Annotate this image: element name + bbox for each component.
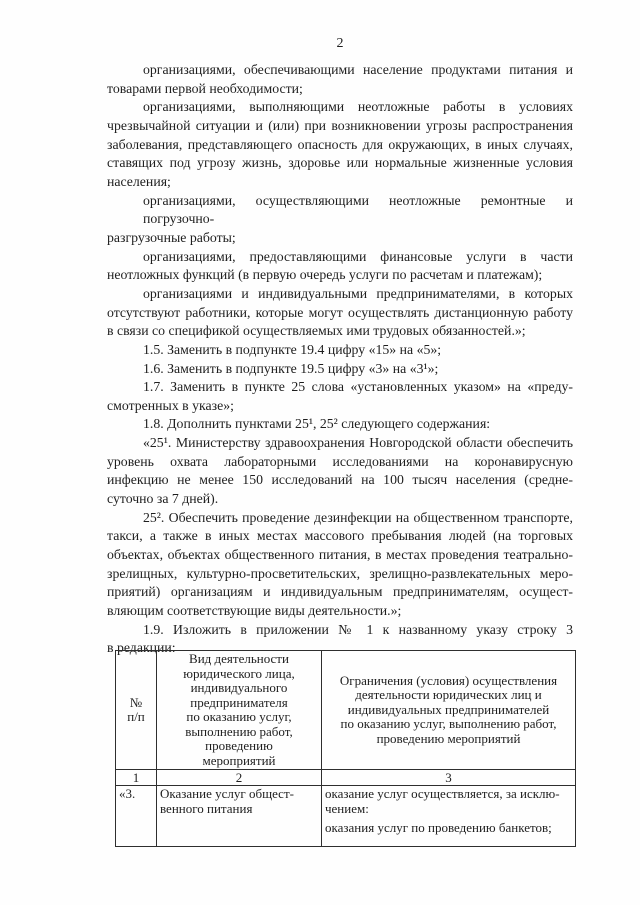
column-number-row xyxy=(116,770,576,786)
paragraph xyxy=(107,360,573,379)
header-line: № xyxy=(129,694,143,710)
paragraph xyxy=(107,285,573,341)
paragraph xyxy=(107,378,573,415)
header-line: предпринимателя xyxy=(190,694,288,710)
text-line: 1.6. Заменить в подпункте 19.5 цифру «3» на «3¹»; xyxy=(143,360,439,376)
header-line: по оказанию услуг, выполнению работ, xyxy=(340,716,557,732)
header-line: выполнению работ, xyxy=(185,723,293,739)
text-line: ставящих под угрозу жизнь, здоровье или нормальные жизненные условия xyxy=(107,155,573,171)
text-line: 1.5. Заменить в подпункте 19.4 цифру «15» на «5»; xyxy=(143,341,442,357)
text-line: организациями и индивидуальными предпринимателями, в которых xyxy=(143,285,573,301)
header-num xyxy=(116,651,157,770)
text-line: разгрузочные работы; xyxy=(107,229,236,245)
text-line: 1.7. Заменить в пункте 25 слова «установленных указом» на «преду- xyxy=(143,379,573,395)
paragraph xyxy=(107,341,573,360)
restrictions-block xyxy=(325,787,572,816)
column-number: 2 xyxy=(157,770,322,786)
header-line: проведению xyxy=(205,738,273,754)
restrictions-line: оказание услуг осуществляется, за исклю- xyxy=(325,786,560,802)
column-number: 1 xyxy=(116,770,157,786)
column-number: 3 xyxy=(322,770,576,786)
activity-line: венного питания xyxy=(160,800,253,816)
text-line: организациями, выполняющими неотложные работы в условиях xyxy=(143,99,573,115)
activity-line: Оказание услуг общест- xyxy=(160,786,294,802)
text-line: товарами первой необходимости; xyxy=(107,80,303,96)
header-line: Вид деятельности xyxy=(189,651,289,666)
text-line: населения; xyxy=(107,173,171,189)
header-line: индивидуальных предпринимателей xyxy=(347,701,550,717)
paragraph xyxy=(107,61,573,98)
text-line: в редакции: xyxy=(107,640,176,656)
text-line: объектах, объектах общественного питания, в местах проведения театрально- xyxy=(107,547,573,563)
text-line: вляющим соответствующие виды деятельности.»; xyxy=(107,603,402,619)
header-line: Ограничения (условия) осуществления xyxy=(339,672,558,688)
text-line: чрезвычайной ситуации и (или) при возникновении угрозы распространения xyxy=(107,117,573,133)
text-line: уровень охвата лабораторными исследованиями на коронавирусную xyxy=(107,453,573,469)
header-line: индивидуального xyxy=(190,680,288,696)
restrictions-cell xyxy=(322,786,576,847)
header-line: проведению мероприятий xyxy=(376,731,521,746)
text-line: 1.9. Изложить в приложении № 1 к названному указу строку 3 xyxy=(143,621,573,637)
table-header-row xyxy=(116,651,576,770)
text-line: смотренных в указе»; xyxy=(107,397,234,413)
text-line: 1.8. Дополнить пунктами 25¹, 25² следующего содержания: xyxy=(143,416,491,432)
text-line: «25¹. Министерству здравоохранения Новгородской области обеспечить xyxy=(143,435,573,451)
header-restrictions xyxy=(322,651,576,770)
header-line: деятельности юридических лиц и xyxy=(355,687,542,703)
paragraph xyxy=(107,509,573,621)
activity-restrictions-table xyxy=(115,650,576,847)
table-body xyxy=(116,651,576,847)
page-number: 2 xyxy=(336,36,344,51)
header-line: по оказанию услуг, xyxy=(186,709,292,725)
text-line: инфекцию не менее 150 исследований на 100 тысяч населения (средне- xyxy=(107,472,573,488)
header-line: юридического лица, xyxy=(183,665,295,681)
paragraph xyxy=(107,415,573,434)
document-body xyxy=(107,61,573,658)
text-line: неотложных функций (в первую очередь услуги по расчетам и платежам); xyxy=(107,267,543,283)
paragraph xyxy=(107,248,573,285)
paragraph xyxy=(107,192,573,248)
restrictions-line: оказания услуг по проведению банкетов; xyxy=(325,820,552,836)
restrictions-block xyxy=(325,821,572,836)
text-line: отсутствуют работники, которые могут осуществлять дистанционную работу xyxy=(107,304,573,320)
header-line: мероприятий xyxy=(202,752,276,768)
paragraph xyxy=(107,98,573,191)
text-line: организациями, осуществляющими неотложные ремонтные и погрузочно- xyxy=(143,192,573,227)
text-line: такси, а также в иных местах массового пребывания людей (на торговых xyxy=(107,528,573,544)
activity-cell xyxy=(157,786,322,847)
text-line: заболевания, представляющего опасность для окружающих, в иных случаях, xyxy=(107,136,573,152)
text-line: организациями, предоставляющими финансовые услуги в части xyxy=(143,248,573,264)
text-line: в связи со спецификой осуществляемых ими трудовых обязанностей.»; xyxy=(107,323,526,339)
header-activity xyxy=(157,651,322,770)
text-line: зрелищных, культурно-просветительских, зрелищно-развлекательных меро- xyxy=(107,565,573,581)
text-line: суточно за 7 дней). xyxy=(107,491,219,507)
table-row xyxy=(116,786,576,847)
text-line: 25². Обеспечить проведение дезинфекции на общественном транспорте, xyxy=(143,509,573,525)
paragraph xyxy=(107,434,573,509)
text-line: приятий) организациям и индивидуальным предпринимателям, осущест- xyxy=(107,584,573,600)
text-line: организациями, обеспечивающими население продуктами питания и xyxy=(143,62,573,77)
restrictions-line: чением: xyxy=(325,800,369,816)
header-line: п/п xyxy=(127,709,145,725)
row-number-cell: «3. xyxy=(116,786,157,847)
